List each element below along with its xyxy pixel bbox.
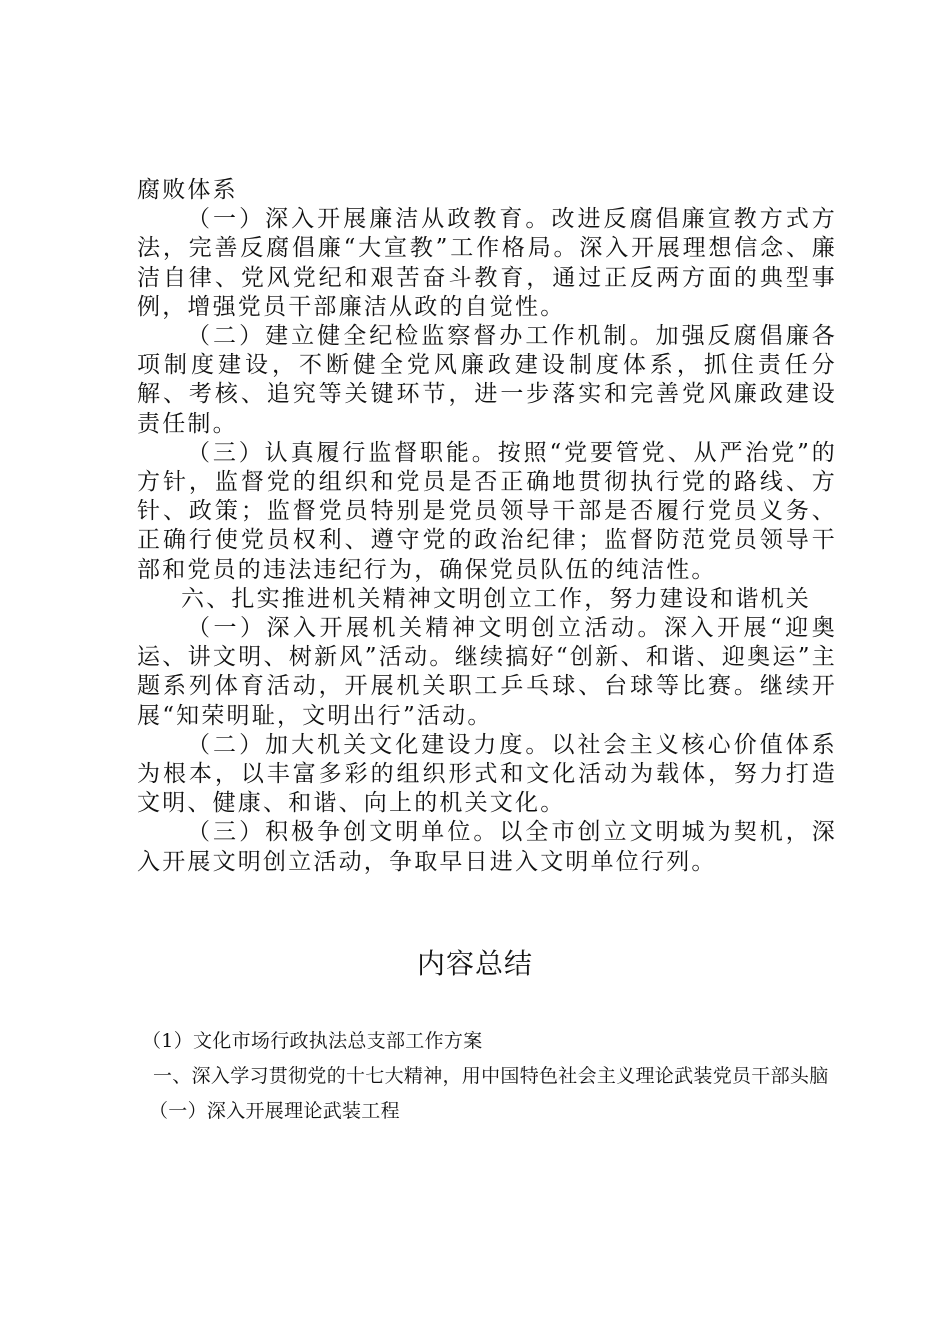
summary-section bbox=[137, 1028, 837, 1125]
summary-item: （1）文化市场行政执法总支部工作方案 bbox=[142, 1030, 483, 1052]
paragraph-civilized-unit: （三）积极争创文明单位。以全市创立文明城为契机，深入开展文明创立活动，争取早日进入文明单位行列。 bbox=[137, 819, 837, 875]
summary-title: 内容总结 bbox=[416, 947, 533, 980]
paragraph-supervision-mechanism: （二）建立健全纪检监察督办工作机制。加强反腐倡廉各项制度建设，不断健全党风廉政建设制度体系，抓住责任分解、考核、追究等关键环节，进一步落实和完善党风廉政建设责任制。 bbox=[137, 323, 837, 437]
paragraph-continuation: 腐败体系 bbox=[137, 177, 238, 203]
summary-subheading: （一）深入开展理论武装工程 bbox=[149, 1100, 400, 1122]
paragraph-culture-building: （二）加大机关文化建设力度。以社会主义核心价值体系为根本，以丰富多彩的组织形式和文化活动为载体，努力打造文明、健康、和谐、向上的机关文化。 bbox=[137, 731, 837, 817]
paragraph-supervision-duty: （三）认真履行监督职能。按照“党要管党、从严治党”的方针，监督党的组织和党员是否正确地贯彻执行党的路线、方针、政策；监督党员特别是党员领导干部是否履行党员义务、正确行使党员权利、遵守党的政治纪律；监督防范党员领导干部和党员的违法违纪行为，确保党员队伍的纯洁性。 bbox=[137, 439, 837, 583]
paragraph-civilization-activities: （一）深入开展机关精神文明创立活动。深入开展“迎奥运、讲文明、树新风”活动。继续搞好“创新、和谐、迎奥运”主题系列体育活动，开展机关职工乒乓球、台球等比赛。继续开展“知荣明耻，文明出行”活动。 bbox=[137, 615, 837, 729]
section-heading-six: 六、扎实推进机关精神文明创立工作，努力建设和谐机关 bbox=[181, 585, 811, 612]
paragraph-integrity-education: （一）深入开展廉洁从政教育。改进反腐倡廉宣教方式方法，完善反腐倡廉“大宣教”工作格局。深入开展理想信念、廉洁自律、党风党纪和艰苦奋斗教育，通过正反两方面的典型事例，增强党员干部廉洁从政的自觉性。 bbox=[137, 206, 837, 320]
summary-section-heading: 一、深入学习贯彻党的十七大精神，用中国特色社会主义理论武装党员干部头脑 bbox=[153, 1065, 829, 1087]
document-body bbox=[137, 176, 837, 877]
